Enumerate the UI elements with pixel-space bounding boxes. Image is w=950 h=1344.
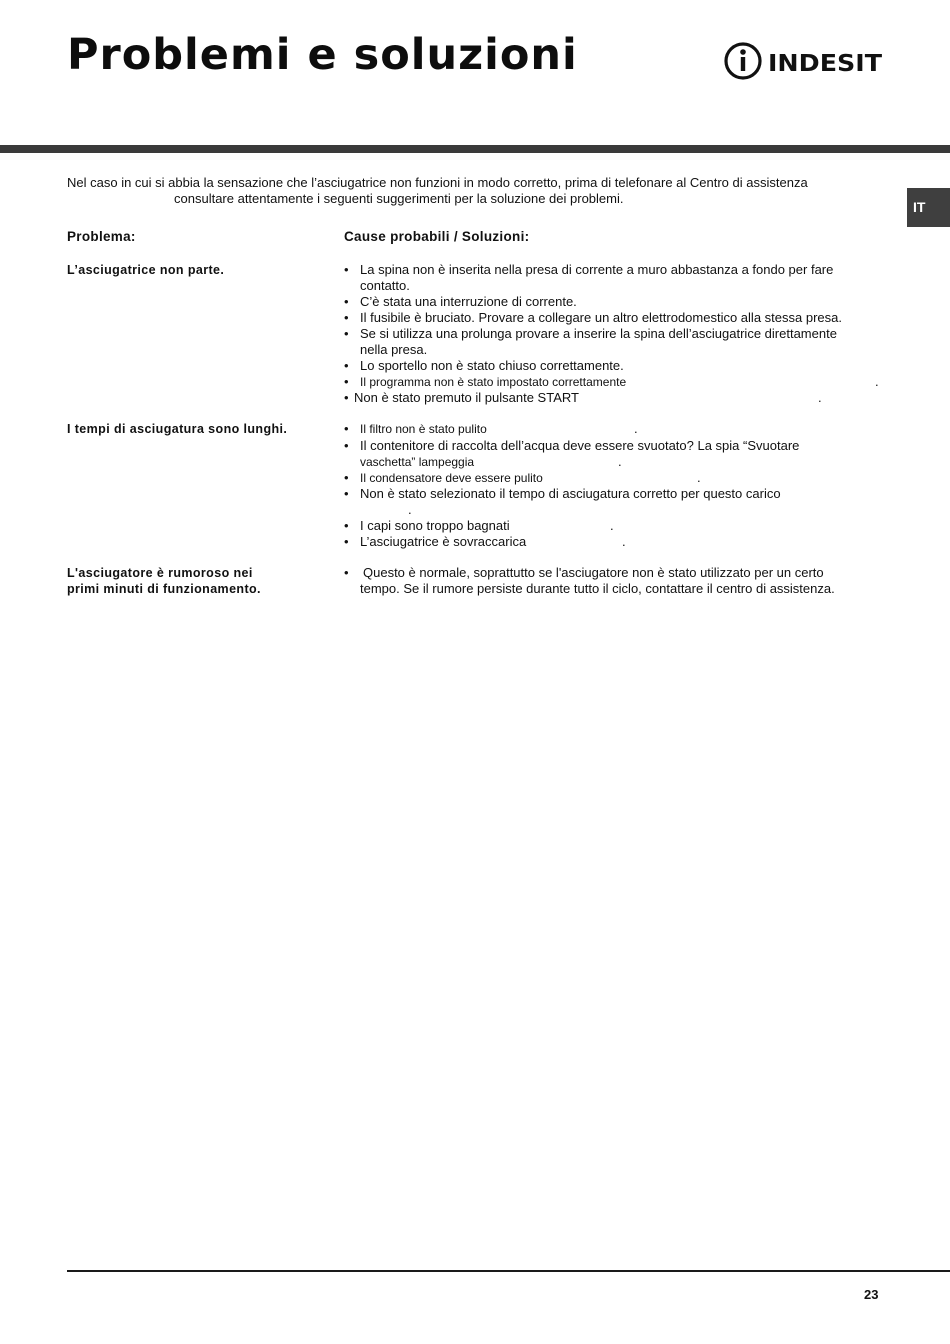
- cause-line: • Se si utilizza una prolunga provare a inserire la spina dell’asciugatrice direttamente: [360, 326, 837, 341]
- list-item: [344, 358, 884, 374]
- problem-noisy: [67, 565, 329, 597]
- indesit-logo: [722, 40, 887, 82]
- cause-line: vaschetta” lampeggia: [360, 455, 475, 469]
- problem-column-header: Problema:: [67, 229, 136, 244]
- trailing-period: .: [634, 421, 638, 436]
- intro-line-2: consultare attentamente i seguenti suggerimenti per la soluzione dei problemi.: [174, 191, 624, 206]
- trailing-period: .: [610, 518, 614, 533]
- problem-long-drying: [67, 421, 329, 437]
- cause-line: • Il filtro non è stato pulito: [360, 422, 487, 436]
- spacer-line: [360, 502, 884, 518]
- trailing-period: .: [408, 502, 412, 517]
- trailing-period: .: [875, 374, 879, 389]
- cause-line: • C’è stata una interruzione di corrente.: [360, 294, 577, 309]
- causes-column-header: Cause probabili / Soluzioni:: [344, 229, 530, 244]
- intro-text: [67, 175, 887, 207]
- list-item: [344, 470, 884, 486]
- list-item: [344, 374, 884, 390]
- cause-line: • La spina non è inserita nella presa di corrente a muro abbastanza a fondo per fare: [360, 262, 834, 277]
- list-item: [344, 534, 884, 550]
- problem-line: L'asciugatore è rumoroso nei: [67, 566, 253, 580]
- trailing-period: .: [622, 534, 626, 549]
- trailing-period: .: [697, 470, 701, 485]
- page-number: 23: [864, 1287, 879, 1302]
- list-item: [344, 565, 884, 597]
- problem-line: L’asciugatrice non parte.: [67, 263, 225, 277]
- cause-line: • Il programma non è stato impostato correttamente: [360, 375, 627, 389]
- cause-line: • I capi sono troppo bagnati: [360, 518, 510, 533]
- problem-line: I tempi di asciugatura sono lunghi.: [67, 422, 288, 436]
- causes-list-not-starting: [344, 262, 884, 406]
- list-item: [344, 262, 884, 294]
- list-item: [344, 310, 884, 326]
- cause-line: • Questo è normale, soprattutto se l'asciugatore non è stato utilizzato per un certo: [363, 565, 824, 580]
- cause-line: • Non è stato selezionato il tempo di asciugatura corretto per questo carico: [360, 486, 781, 501]
- list-item: [344, 421, 884, 437]
- footer-divider: [67, 1270, 950, 1272]
- list-item: [344, 486, 884, 518]
- list-item: [344, 390, 884, 406]
- cause-line: • Il condensatore deve essere pulito: [360, 471, 543, 485]
- trailing-period: .: [618, 454, 622, 469]
- page-title: Problemi e soluzioni: [67, 30, 578, 80]
- cause-line: • Il contenitore di raccolta dell’acqua deve essere svuotato? La spia “Svuotare: [360, 438, 800, 453]
- header-divider: [0, 145, 950, 153]
- cause-line: tempo. Se il rumore persiste durante tutto il ciclo, contattare il centro di assistenza.: [360, 581, 835, 596]
- language-tab: IT: [907, 188, 950, 227]
- cause-line: nella presa.: [360, 342, 428, 357]
- list-item: [344, 518, 884, 534]
- trailing-period: .: [818, 390, 822, 405]
- cause-line: • L’asciugatrice è sovraccarica: [360, 534, 527, 549]
- problem-line: primi minuti di funzionamento.: [67, 582, 261, 596]
- cause-line: • Non è stato premuto il pulsante START: [354, 390, 579, 405]
- cause-line: contatto.: [360, 278, 410, 293]
- list-item: [344, 294, 884, 310]
- causes-list-long-drying: [344, 421, 884, 550]
- cause-line: • Il fusibile è bruciato. Provare a collegare un altro elettrodomestico alla stessa presa.: [360, 310, 842, 325]
- brand-wordmark: INDESIT: [768, 51, 883, 77]
- list-item: [344, 438, 884, 470]
- causes-list-noisy: [344, 565, 884, 597]
- list-item: [344, 326, 884, 358]
- intro-line-1: Nel caso in cui si abbia la sensazione che l’asciugatrice non funzioni in modo corretto, prima di telefonare al Centro di assistenza: [67, 175, 808, 190]
- cause-line: • Lo sportello non è stato chiuso correttamente.: [360, 358, 624, 373]
- problem-not-starting: [67, 262, 329, 278]
